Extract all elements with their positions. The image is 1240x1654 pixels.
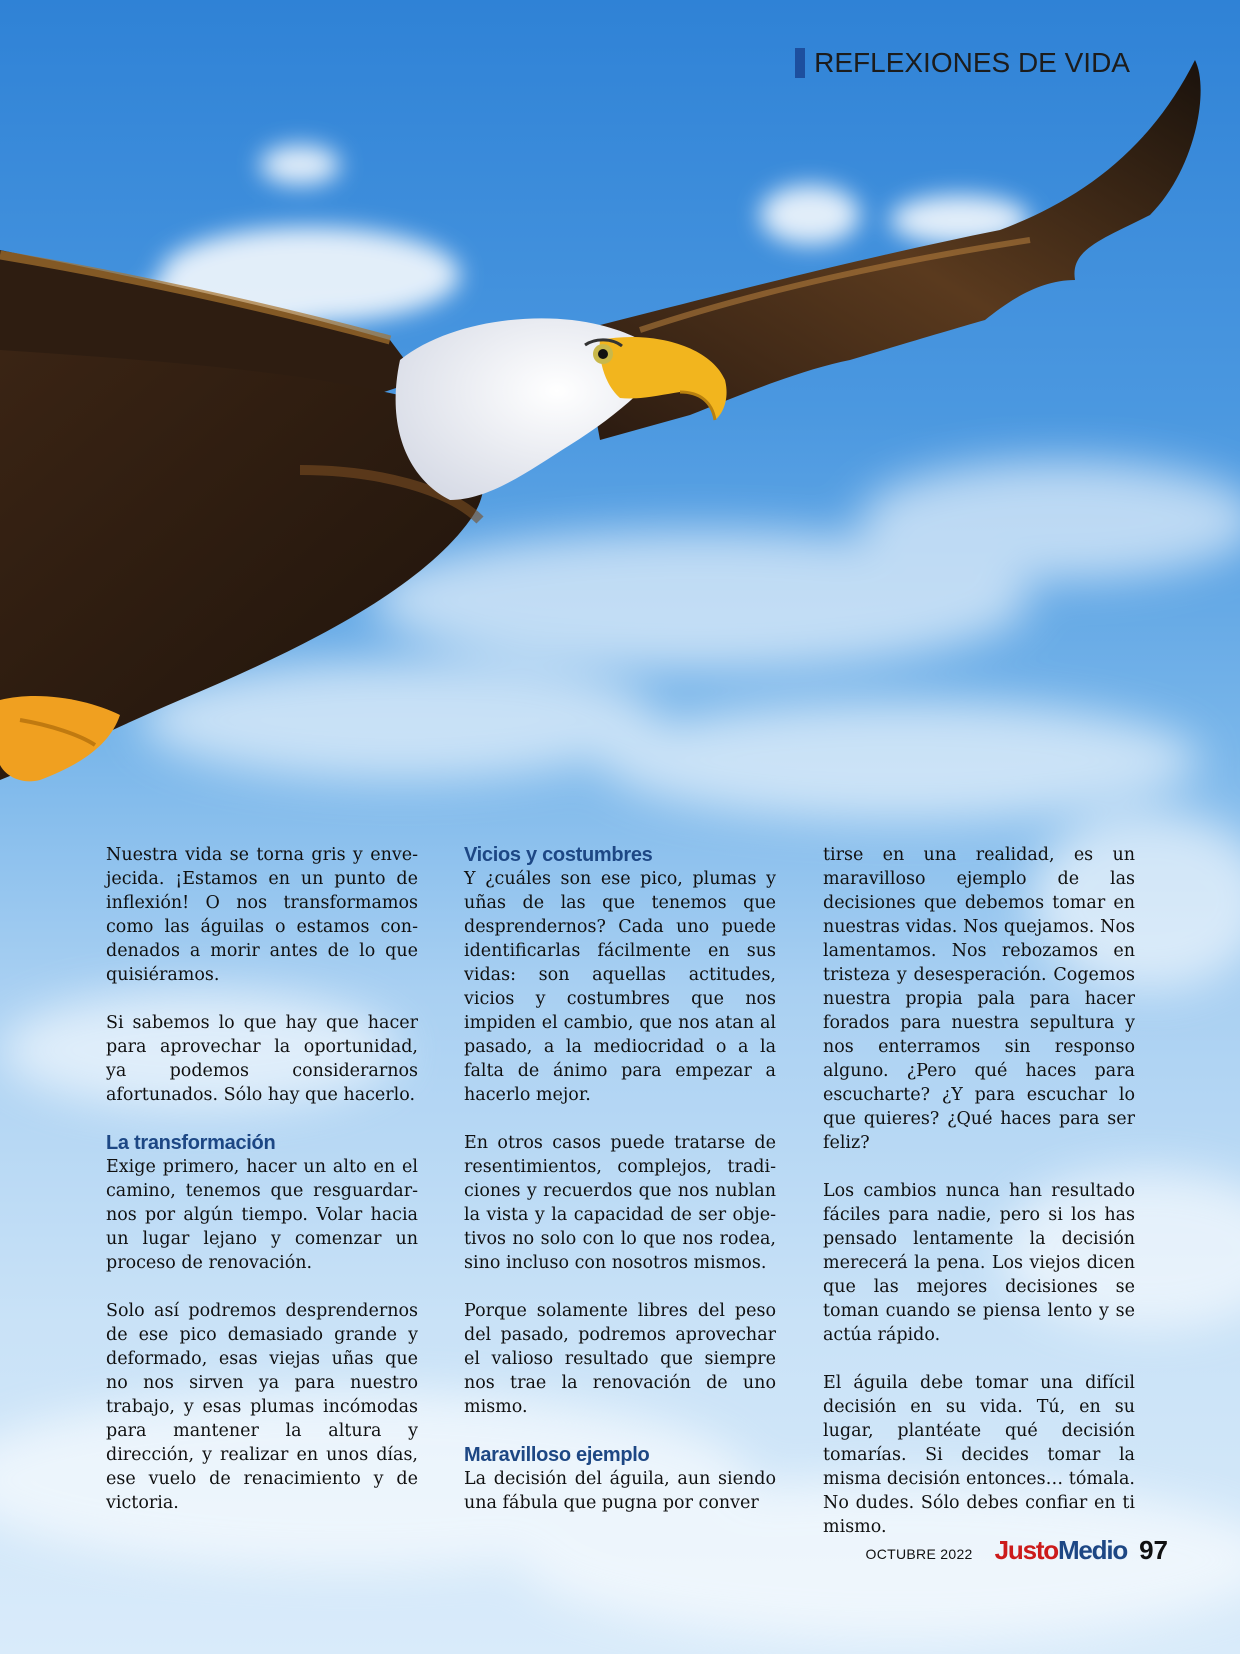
subheading-vicios-y-costumbres: Vicios y costumbres xyxy=(464,844,653,866)
section-header xyxy=(795,47,1130,79)
paragraph: En otros casos puede tratarse de resentimientos, complejos, tradiciones y recuerdos que nos nublan la vista y la capacidad de ser objetivos no solo con lo que nos rodea, sino incluso con nosotros mismos. xyxy=(464,1133,776,1273)
eagle-icon xyxy=(0,0,1240,820)
subheading-la-transformacion: La transformación xyxy=(106,1132,276,1154)
section-marker-bar xyxy=(795,48,805,78)
logo-text-justo: Justo xyxy=(994,1535,1058,1565)
paragraph: El águila debe tomar una difícil decisión en su vida. Tú, en su lugar, plantéate qué decisión tomarías. Si decides tomar la misma decisión entonces… tómala. No dudes. Sólo debes confiar en ti mismo. xyxy=(823,1373,1135,1537)
page-number: 97 xyxy=(1139,1535,1168,1565)
paragraph: La decisión del águila, aun siendo una fábula que pugna por conver xyxy=(464,1469,776,1513)
paragraph: Si sabemos lo que hay que hacer para aprovechar la oportunidad, ya podemos considerarnos afortunados. Sólo hay que hacerlo. xyxy=(106,1013,418,1105)
subheading-maravilloso-ejemplo: Maravilloso ejemplo xyxy=(464,1444,650,1466)
paragraph: Solo así podremos desprendernos de ese pico demasiado grande y deformado, esas viejas uñas que no nos sirven ya para nuestro trabajo, y esas plumas incómodas para mantener la altura y dirección, y realizar en unos días, ese vuelo de renacimiento y de victoria. xyxy=(106,1301,418,1513)
paragraph: Porque solamente libres del peso del pasado, podremos aprovechar el valioso resultado que siempre nos trae la renovación de uno mismo. xyxy=(464,1301,776,1417)
article-column-2 xyxy=(464,843,776,1515)
paragraph: Los cambios nunca han resultado fáciles para nadie, pero si los has pensado lentamente la decisión merecerá la pena. Los viejos dicen que las mejores decisiones se toman cuando se piensa lento y se actúa rápido. xyxy=(823,1181,1135,1345)
section-title: REFLEXIONES DE VIDA xyxy=(814,47,1130,78)
page-footer xyxy=(866,1535,1168,1566)
article-column-1 xyxy=(106,843,418,1515)
paragraph: Exige primero, hacer un alto en el camino, tenemos que resguardarnos por algún tiempo. Volar hacia un lugar lejano y comenzar un proceso de renovación. xyxy=(106,1157,418,1273)
magazine-logo xyxy=(995,1535,1127,1566)
logo-text-medio: Medio xyxy=(1057,1535,1128,1565)
paragraph: tirse en una realidad, es un maravilloso ejemplo de las decisiones que debemos tomar en nuestras vidas. Nos quejamos. Nos lamentamos. Nos rebozamos en tristeza y desesperación. Cogemos nuestra propia pala para hacer forados para nuestra sepultura y nos enterramos sin responso alguno. ¿Pero qué haces para escucharte? ¿Y para escuchar lo que quieres? ¿Qué haces para ser feliz? xyxy=(823,845,1135,1153)
paragraph: Y ¿cuáles son ese pico, plumas y uñas de las que tenemos que desprendernos? Cada uno puede identificarlas fácilmente en sus vidas: son aquellas actitudes, vicios y costumbres que nos impiden el cambio, que nos atan al pasado, a la mediocridad o a la falta de ánimo para empezar a hacerlo mejor. xyxy=(464,869,776,1105)
issue-date: OCTUBRE 2022 xyxy=(865,1546,973,1562)
paragraph: Nuestra vida se torna gris y envejecida. ¡Estamos en un punto de inflexión! O nos transformamos como las águilas o estamos condenados a morir antes de lo que quisiéramos. xyxy=(106,845,418,985)
article-column-3 xyxy=(823,843,1135,1539)
